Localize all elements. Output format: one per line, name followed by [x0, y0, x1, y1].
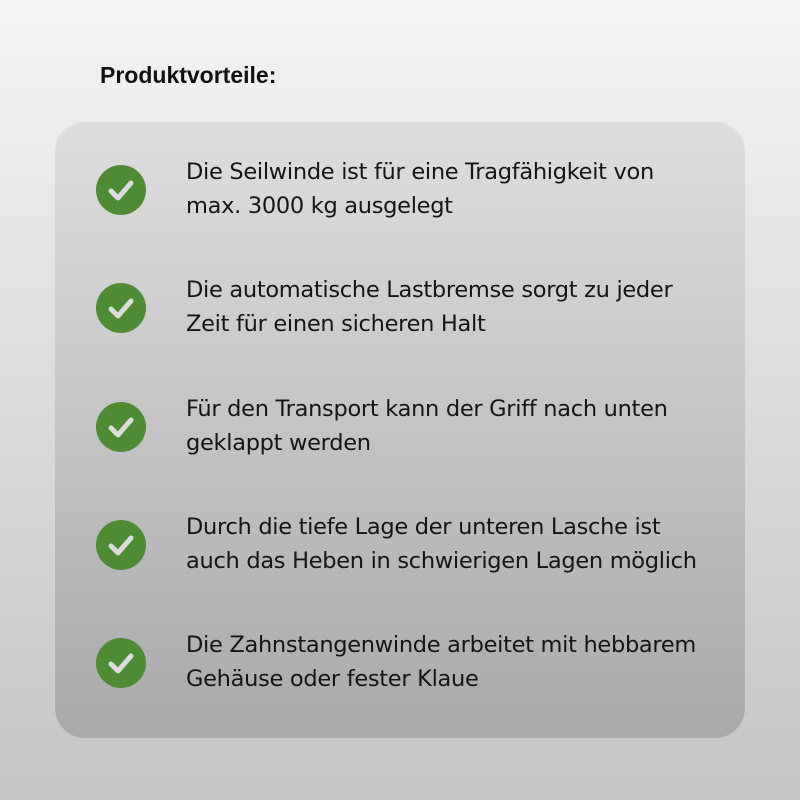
benefit-text	[186, 392, 668, 460]
benefit-text-line: Die Zahnstangenwinde arbeitet mit hebbarem	[186, 632, 697, 658]
benefit-text	[186, 273, 672, 341]
benefit-text-line: Die automatische Lastbremse sorgt zu jeder	[186, 277, 673, 303]
benefit-item	[55, 273, 745, 343]
check-circle-icon	[96, 283, 146, 333]
benefit-item	[55, 155, 745, 225]
benefit-item	[55, 510, 745, 580]
benefit-text	[186, 510, 697, 578]
page-title: Produktvorteile:	[100, 62, 277, 88]
check-circle-icon	[96, 165, 146, 215]
benefit-item	[55, 392, 745, 462]
benefits-card	[55, 122, 745, 738]
benefit-text-line: max. 3000 kg ausgelegt	[186, 193, 453, 219]
benefit-text-line: Zeit für einen sicheren Halt	[186, 311, 486, 337]
check-circle-icon	[96, 520, 146, 570]
check-circle-icon	[96, 638, 146, 688]
benefit-item	[55, 628, 745, 698]
benefit-text	[186, 628, 696, 696]
benefit-text-line: Gehäuse oder fester Klaue	[186, 666, 479, 692]
benefit-text-line: Für den Transport kann der Griff nach unten	[186, 396, 668, 422]
benefit-text-line: auch das Heben in schwierigen Lagen möglich	[186, 548, 697, 574]
benefit-text-line: geklappt werden	[186, 430, 371, 456]
benefit-text-line: Die Seilwinde ist für eine Tragfähigkeit von	[186, 159, 654, 185]
benefit-text	[186, 155, 654, 223]
check-circle-icon	[96, 402, 146, 452]
benefit-text-line: Durch die tiefe Lage der unteren Lasche ist	[186, 514, 661, 540]
